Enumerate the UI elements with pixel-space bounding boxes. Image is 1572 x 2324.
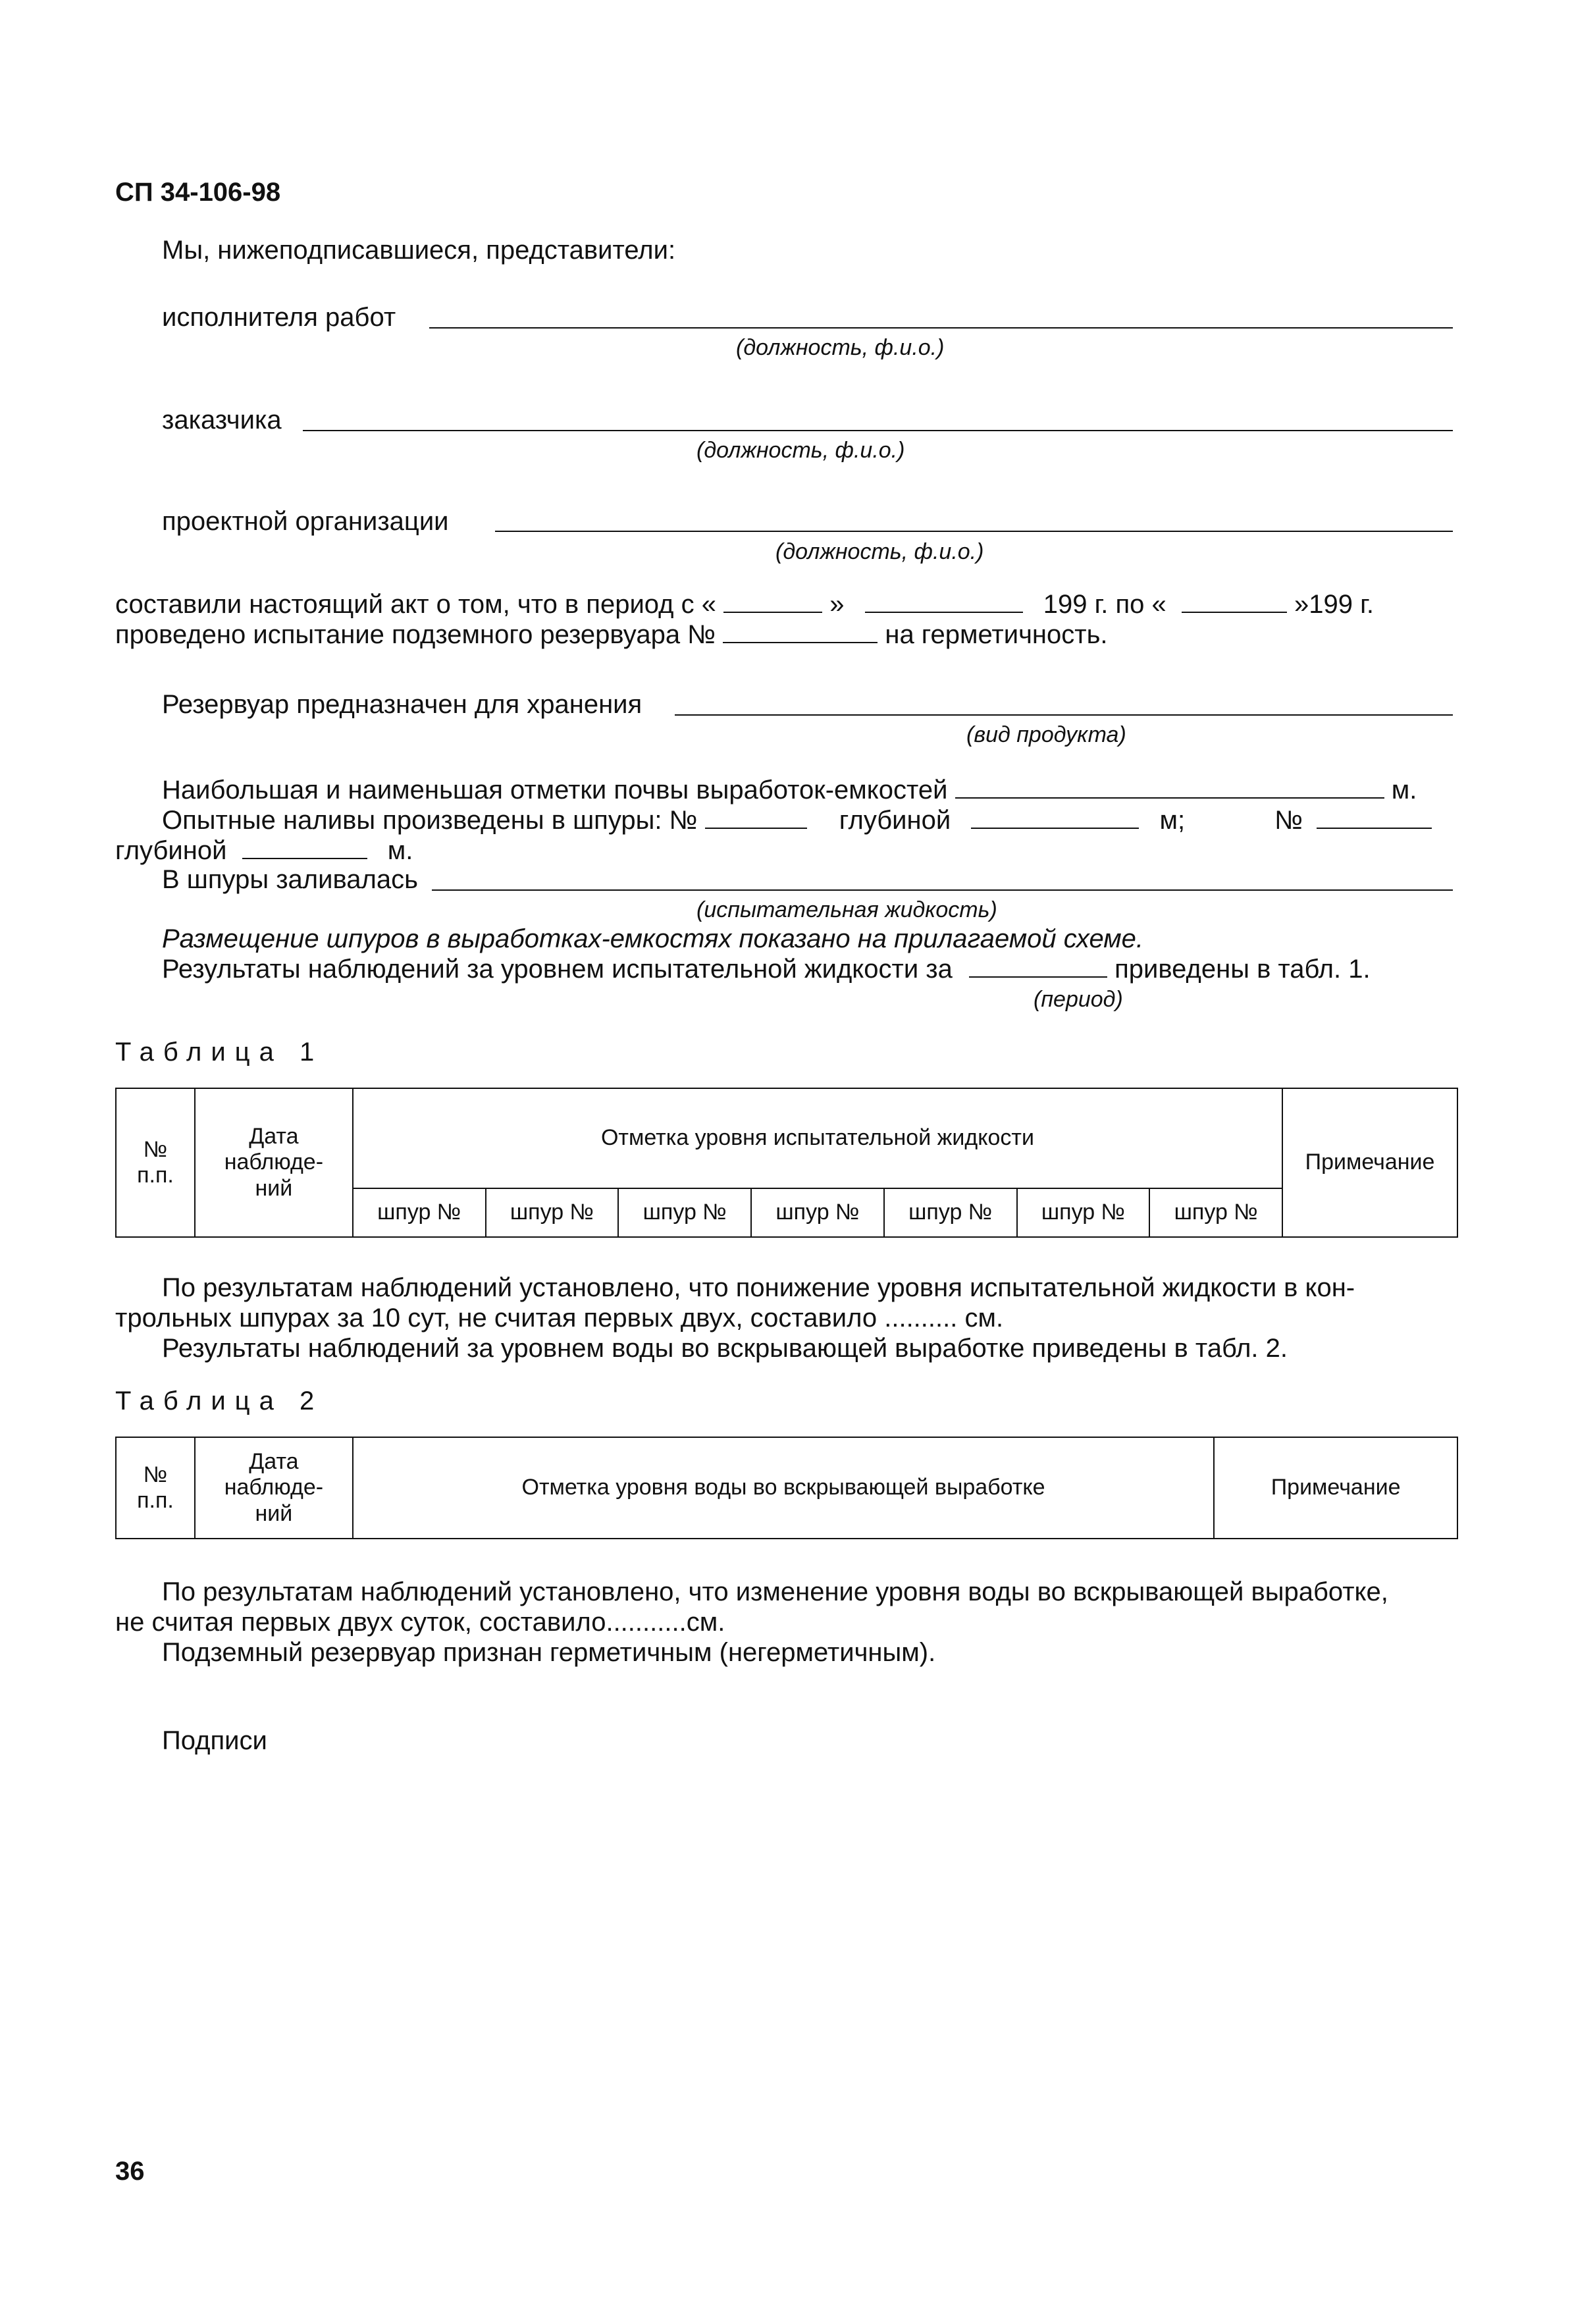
act-day-1-blank bbox=[723, 589, 822, 613]
para-1-line-2: трольных шпурах за 10 сут, не считая первых двух, составило .......... см. bbox=[115, 1304, 1004, 1333]
table-1-subheader-hole: шпур № bbox=[884, 1188, 1017, 1237]
act-quote-close: » bbox=[829, 590, 845, 619]
document-code: СП 34-106-98 bbox=[115, 178, 281, 207]
table-2-header-date: Дата наблюде-ний bbox=[195, 1437, 353, 1539]
para-1-line-1: По результатам наблюдений установлено, что понижение уровня испытательной жидкости в кон- bbox=[162, 1273, 1355, 1302]
fills-hole-2-blank bbox=[1317, 805, 1432, 829]
act-year-end: »199 г. bbox=[1294, 590, 1374, 619]
act-day-2-blank bbox=[1182, 589, 1287, 613]
fills-depth-2-label: глубиной bbox=[115, 836, 227, 865]
results-1-line bbox=[162, 953, 1371, 985]
results-1-ref: приведены в табл. 1. bbox=[1114, 955, 1371, 984]
para-2-line-3: Подземный резервуар признан герметичным (негерметичным). bbox=[162, 1638, 936, 1667]
para-2-line-2: не считая первых двух суток, составило...........см. bbox=[115, 1608, 725, 1637]
customer-label: заказчика bbox=[162, 406, 282, 435]
fills-line-1 bbox=[162, 805, 1432, 836]
act-period-start-prefix: составили настоящий акт о том, что в период с « bbox=[115, 590, 716, 619]
marks-label: Наибольшая и наименьшая отметки почвы выработок-емкостей bbox=[162, 776, 948, 805]
fills-depth-1-blank bbox=[971, 805, 1139, 829]
act-tank-label: проведено испытание подземного резервуара № bbox=[115, 620, 716, 649]
fills-depth-label: глубиной bbox=[839, 806, 951, 835]
contractor-label: исполнителя работ bbox=[162, 303, 396, 332]
results-1-label: Результаты наблюдений за уровнем испытательной жидкости за bbox=[162, 955, 953, 984]
storage-label: Резервуар предназначен для хранения bbox=[162, 690, 642, 719]
contractor-line bbox=[429, 327, 1453, 329]
table-1-subheader-hole: шпур № bbox=[1149, 1188, 1282, 1237]
table-1-subheader-hole: шпур № bbox=[486, 1188, 619, 1237]
act-month-1-blank bbox=[865, 589, 1023, 613]
customer-line bbox=[303, 430, 1453, 431]
table-1-subheader-hole: шпур № bbox=[1017, 1188, 1150, 1237]
table-2-header-note: Примечание bbox=[1214, 1437, 1457, 1539]
fills-hole-1-blank bbox=[705, 805, 807, 829]
act-year-to: 199 г. по « bbox=[1043, 590, 1166, 619]
results-1-period-blank bbox=[969, 954, 1107, 978]
design-org-hint: (должность, ф.и.о.) bbox=[775, 539, 984, 564]
para-1-line-3: Результаты наблюдений за уровнем воды во вскрывающей выработке приведены в табл. 2. bbox=[162, 1334, 1288, 1363]
table-2-header-no: № п.п. bbox=[116, 1437, 195, 1539]
act-line-1 bbox=[115, 589, 1374, 620]
table-1-header-no: № п.п. bbox=[116, 1088, 195, 1237]
page-number: 36 bbox=[115, 2157, 145, 2186]
act-tightness: на герметичность. bbox=[885, 620, 1108, 649]
fills-hole-2-label: № bbox=[1274, 806, 1303, 835]
table-1-caption: Таблица 1 bbox=[115, 1038, 324, 1067]
contractor-hint: (должность, ф.и.о.) bbox=[736, 335, 945, 360]
marks-unit: м. bbox=[1391, 776, 1417, 805]
table-1-subheader-hole: шпур № bbox=[751, 1188, 884, 1237]
table-1-subheader-hole: шпур № bbox=[353, 1188, 486, 1237]
storage-line bbox=[675, 714, 1453, 716]
marks-blank bbox=[955, 775, 1384, 799]
act-tank-number-blank bbox=[723, 620, 878, 643]
customer-hint: (должность, ф.и.о.) bbox=[696, 438, 905, 463]
fills-line-2 bbox=[115, 835, 413, 866]
fills-label: Опытные наливы произведены в шпуры: № bbox=[162, 806, 698, 835]
table-1-subheader-hole: шпур № bbox=[618, 1188, 751, 1237]
fills-unit-2: м. bbox=[387, 836, 413, 865]
table-1-header-level: Отметка уровня испытательной жидкости bbox=[353, 1088, 1282, 1188]
table-1-header-date: Дата наблюде-ний bbox=[195, 1088, 353, 1237]
marks-line bbox=[162, 774, 1417, 806]
fills-unit-1: м; bbox=[1159, 806, 1186, 835]
results-1-hint: (период) bbox=[1034, 987, 1123, 1012]
placement-text: Размещение шпуров в выработках-емкостях показано на прилагаемой схеме. bbox=[162, 924, 1144, 953]
design-org-line bbox=[495, 531, 1453, 532]
table-2 bbox=[115, 1437, 1458, 1539]
liquid-label: В шпуры заливалась bbox=[162, 865, 418, 894]
table-1 bbox=[115, 1088, 1458, 1238]
table-2-caption: Таблица 2 bbox=[115, 1386, 324, 1415]
table-1-header-note: Примечание bbox=[1282, 1088, 1457, 1237]
design-org-label: проектной организации bbox=[162, 507, 449, 536]
fills-depth-2-blank bbox=[242, 835, 367, 859]
table-2-header-level: Отметка уровня воды во вскрывающей выработке bbox=[353, 1437, 1214, 1539]
signatures-label: Подписи bbox=[162, 1726, 267, 1755]
para-2-line-1: По результатам наблюдений установлено, что изменение уровня воды во вскрывающей выработке, bbox=[162, 1577, 1388, 1606]
liquid-hint: (испытательная жидкость) bbox=[696, 897, 997, 922]
liquid-line bbox=[432, 889, 1453, 891]
intro-text: Мы, нижеподписавшиеся, представители: bbox=[162, 236, 676, 265]
storage-hint: (вид продукта) bbox=[966, 722, 1126, 747]
act-line-2 bbox=[115, 619, 1108, 650]
